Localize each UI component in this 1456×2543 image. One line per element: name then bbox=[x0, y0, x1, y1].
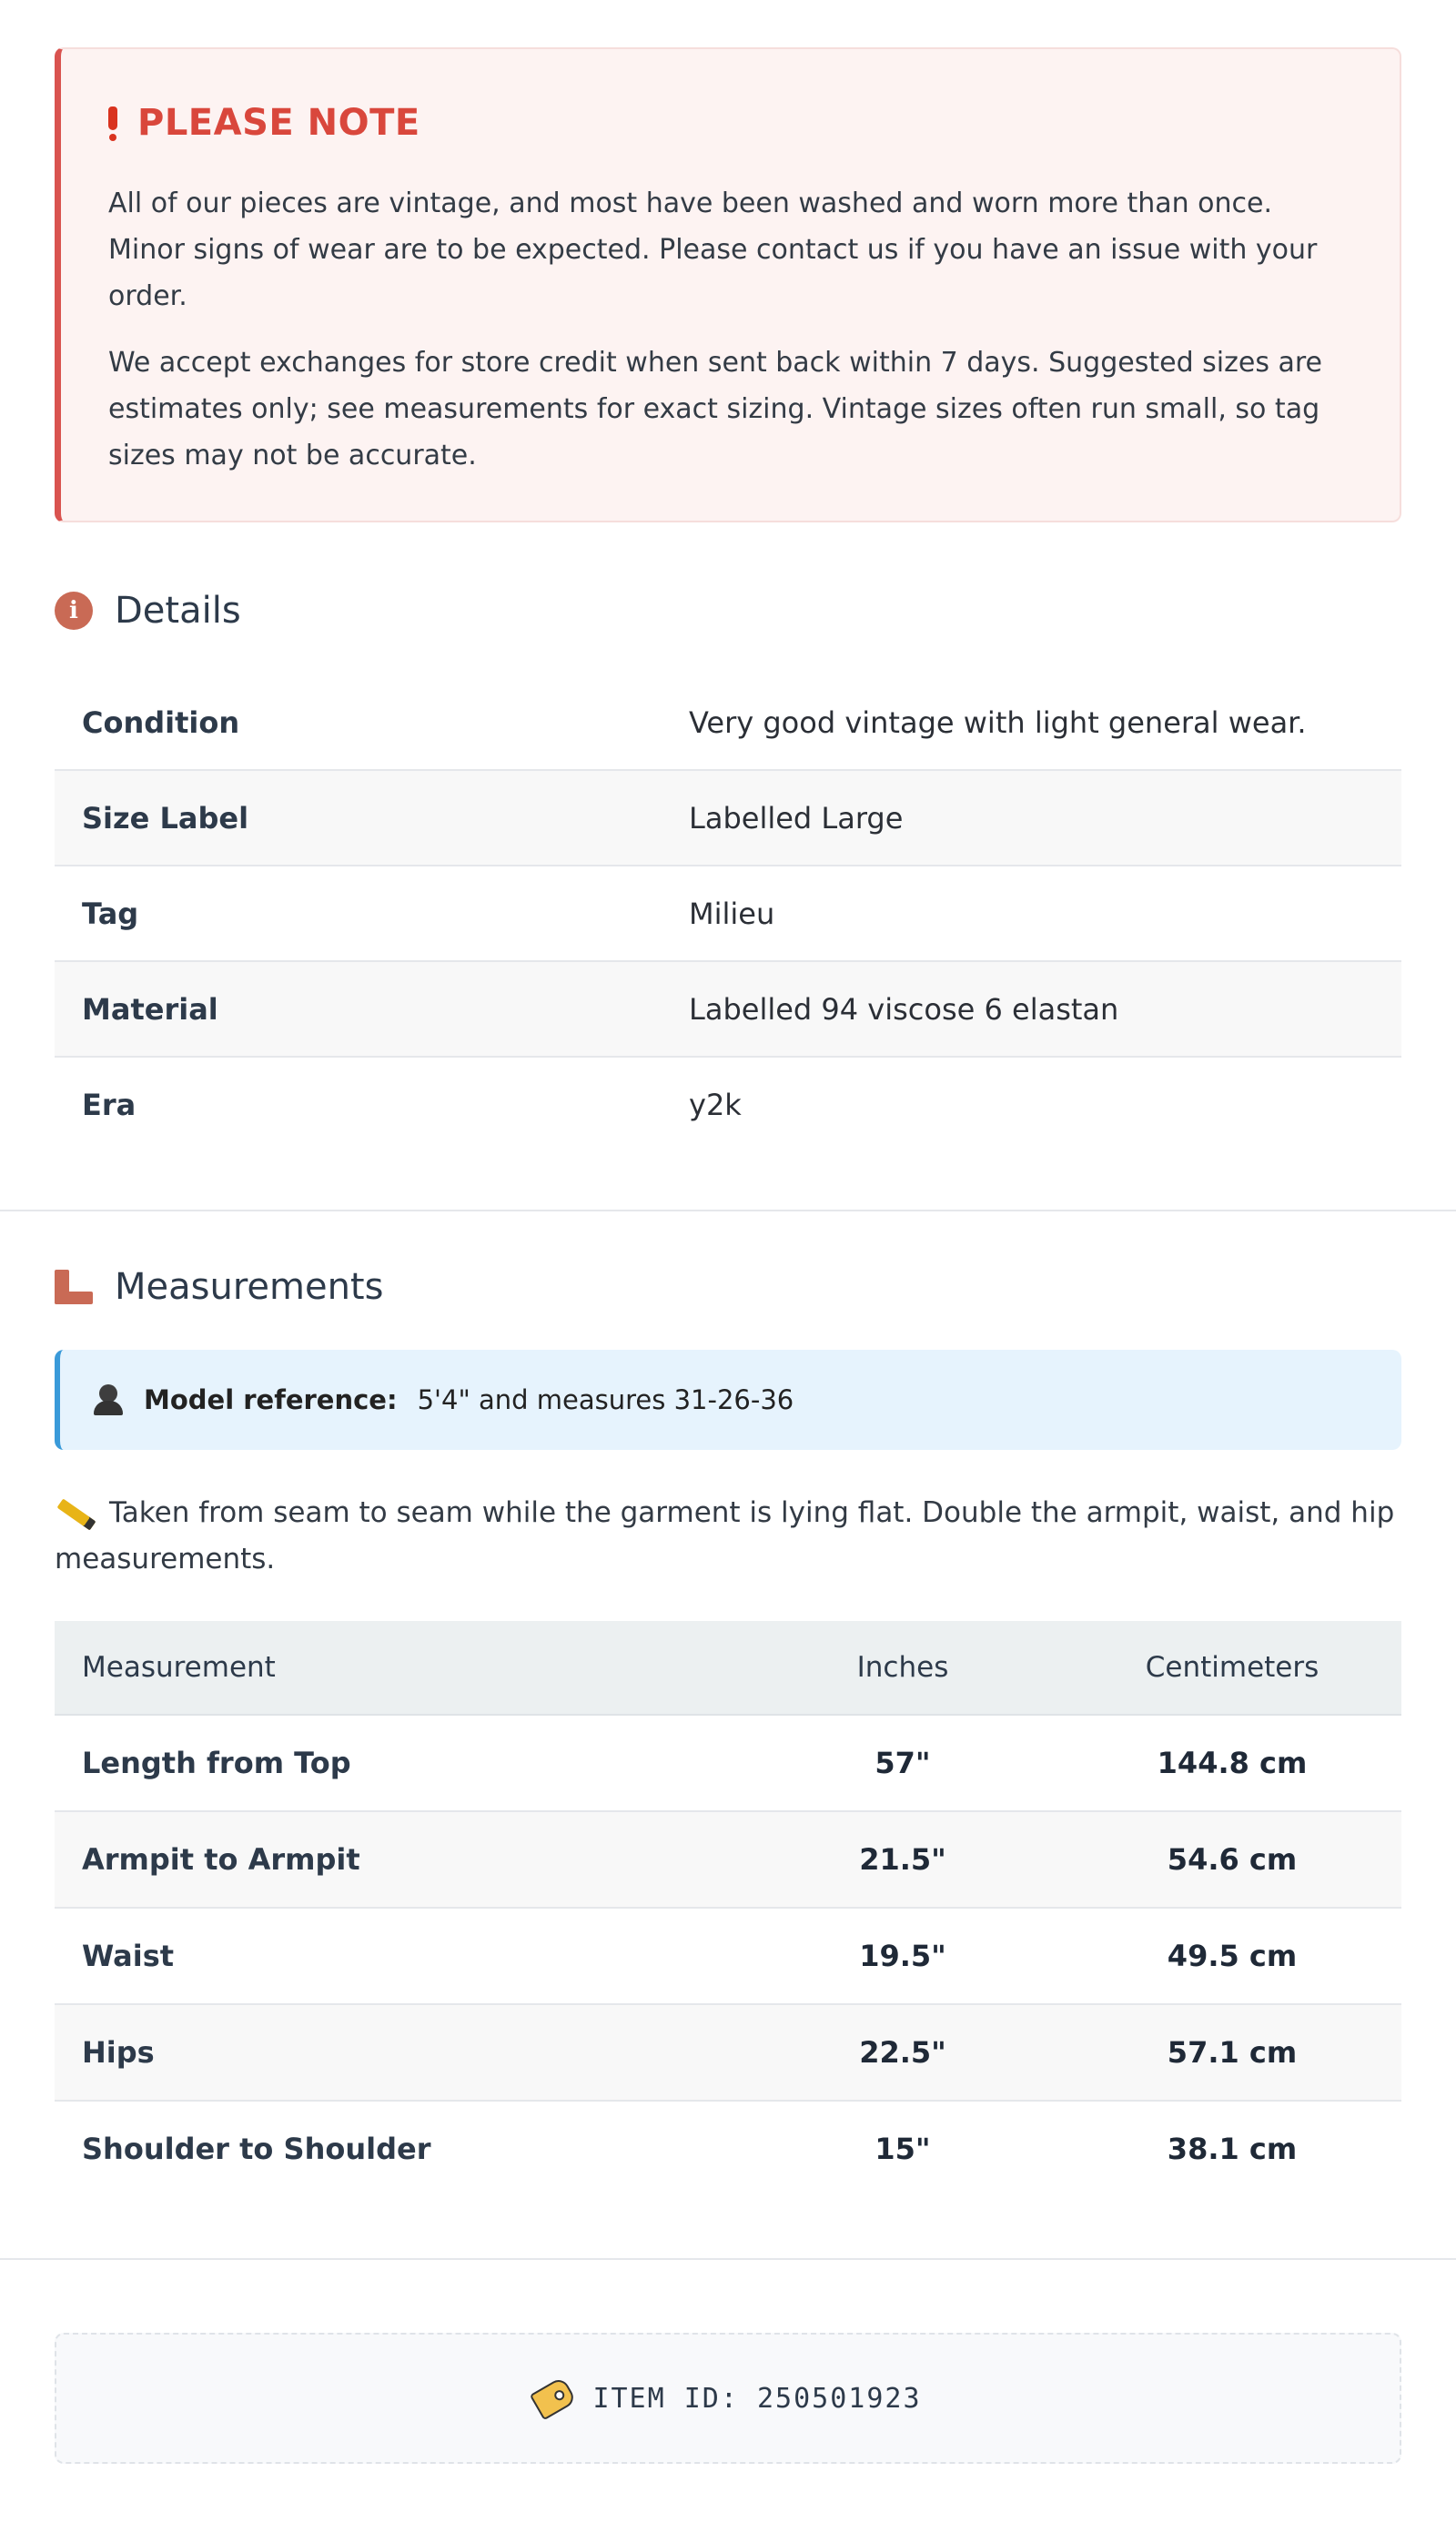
measurement-cm: 54.6 cm bbox=[1063, 1811, 1401, 1908]
measurements-table bbox=[55, 1621, 1401, 2196]
model-reference-value: 5'4" and measures 31-26-36 bbox=[417, 1384, 794, 1415]
details-row bbox=[55, 961, 1401, 1057]
details-row bbox=[55, 770, 1401, 866]
ruler-icon bbox=[55, 1270, 93, 1304]
details-value: Very good vintage with light general wear. bbox=[662, 675, 1401, 770]
model-reference-box bbox=[55, 1350, 1401, 1450]
details-value: Milieu bbox=[662, 866, 1401, 961]
note-paragraph: All of our pieces are vintage, and most have been washed and worn more than once. Minor signs of wear are to be expected. Please contact us if you have an issue with your order. bbox=[108, 187, 1318, 312]
measurement-name: Hips bbox=[55, 2004, 743, 2101]
details-title: Details bbox=[115, 590, 241, 632]
measurement-inches: 15" bbox=[875, 2132, 931, 2166]
details-heading bbox=[55, 590, 1401, 632]
details-value: Labelled 94 viscose 6 elastan bbox=[662, 961, 1401, 1057]
measurement-name: Length from Top bbox=[55, 1715, 743, 1811]
note-title: PLEASE NOTE bbox=[137, 102, 420, 144]
details-label: Material bbox=[55, 961, 662, 1057]
person-icon bbox=[93, 1384, 124, 1415]
measurement-inches: 19.5" bbox=[743, 1908, 1063, 2004]
measurement-inches: 22.5" bbox=[743, 2004, 1063, 2101]
column-header-centimeters: Centimeters bbox=[1063, 1621, 1401, 1715]
please-note-box bbox=[55, 47, 1401, 522]
exclamation-icon bbox=[108, 106, 117, 139]
details-label: Size Label bbox=[55, 770, 662, 866]
section-divider bbox=[0, 1210, 1456, 1211]
item-id-box bbox=[55, 2333, 1401, 2464]
section-divider bbox=[0, 2258, 1456, 2260]
details-label: Era bbox=[82, 1087, 136, 1122]
details-row bbox=[55, 675, 1401, 770]
details-table bbox=[55, 675, 1401, 1151]
measurement-name: Armpit to Armpit bbox=[55, 1811, 743, 1908]
measurements-header-row bbox=[55, 1621, 1401, 1715]
column-header-measurement: Measurement bbox=[55, 1621, 743, 1715]
measurements-title: Measurements bbox=[115, 1266, 384, 1308]
info-icon: i bbox=[55, 592, 93, 630]
column-header-inches: Inches bbox=[743, 1621, 1063, 1715]
note-header bbox=[108, 102, 1350, 144]
measurement-name: Shoulder to Shoulder bbox=[82, 2132, 431, 2166]
details-value: Labelled Large bbox=[662, 770, 1401, 866]
model-reference-label: Model reference: bbox=[144, 1384, 398, 1415]
tag-icon bbox=[530, 2376, 577, 2421]
details-label: Tag bbox=[55, 866, 662, 961]
details-row bbox=[55, 866, 1401, 961]
measurement-cm: 49.5 cm bbox=[1063, 1908, 1401, 2004]
measurement-tip-text: Taken from seam to seam while the garment is lying flat. Double the armpit, waist, and hip measurements. bbox=[55, 1496, 1395, 1575]
measurement-row bbox=[55, 1811, 1401, 1908]
measurement-row bbox=[55, 2101, 1401, 2196]
measurement-cm: 38.1 cm bbox=[1167, 2132, 1298, 2166]
measurement-cm: 57.1 cm bbox=[1063, 2004, 1401, 2101]
details-label: Condition bbox=[55, 675, 662, 770]
item-id: ITEM ID: 250501923 bbox=[592, 2382, 922, 2415]
measurement-row bbox=[55, 1715, 1401, 1811]
measurement-row bbox=[55, 1908, 1401, 2004]
measurement-cm: 144.8 cm bbox=[1063, 1715, 1401, 1811]
measurement-inches: 21.5" bbox=[743, 1811, 1063, 1908]
pencil-icon bbox=[57, 1498, 96, 1530]
measurement-tip bbox=[55, 1490, 1401, 1583]
details-value: y2k bbox=[689, 1087, 742, 1122]
note-paragraph: We accept exchanges for store credit when sent back within 7 days. Suggested sizes are estimates only; see measurements for exact sizing. Vintage sizes often run small, so tag sizes may not be accurate. bbox=[108, 347, 1323, 471]
measurements-heading bbox=[55, 1266, 1401, 1308]
details-row bbox=[55, 1057, 1401, 1151]
measurement-name: Waist bbox=[55, 1908, 743, 2004]
measurement-row bbox=[55, 2004, 1401, 2101]
measurement-inches: 57" bbox=[743, 1715, 1063, 1811]
